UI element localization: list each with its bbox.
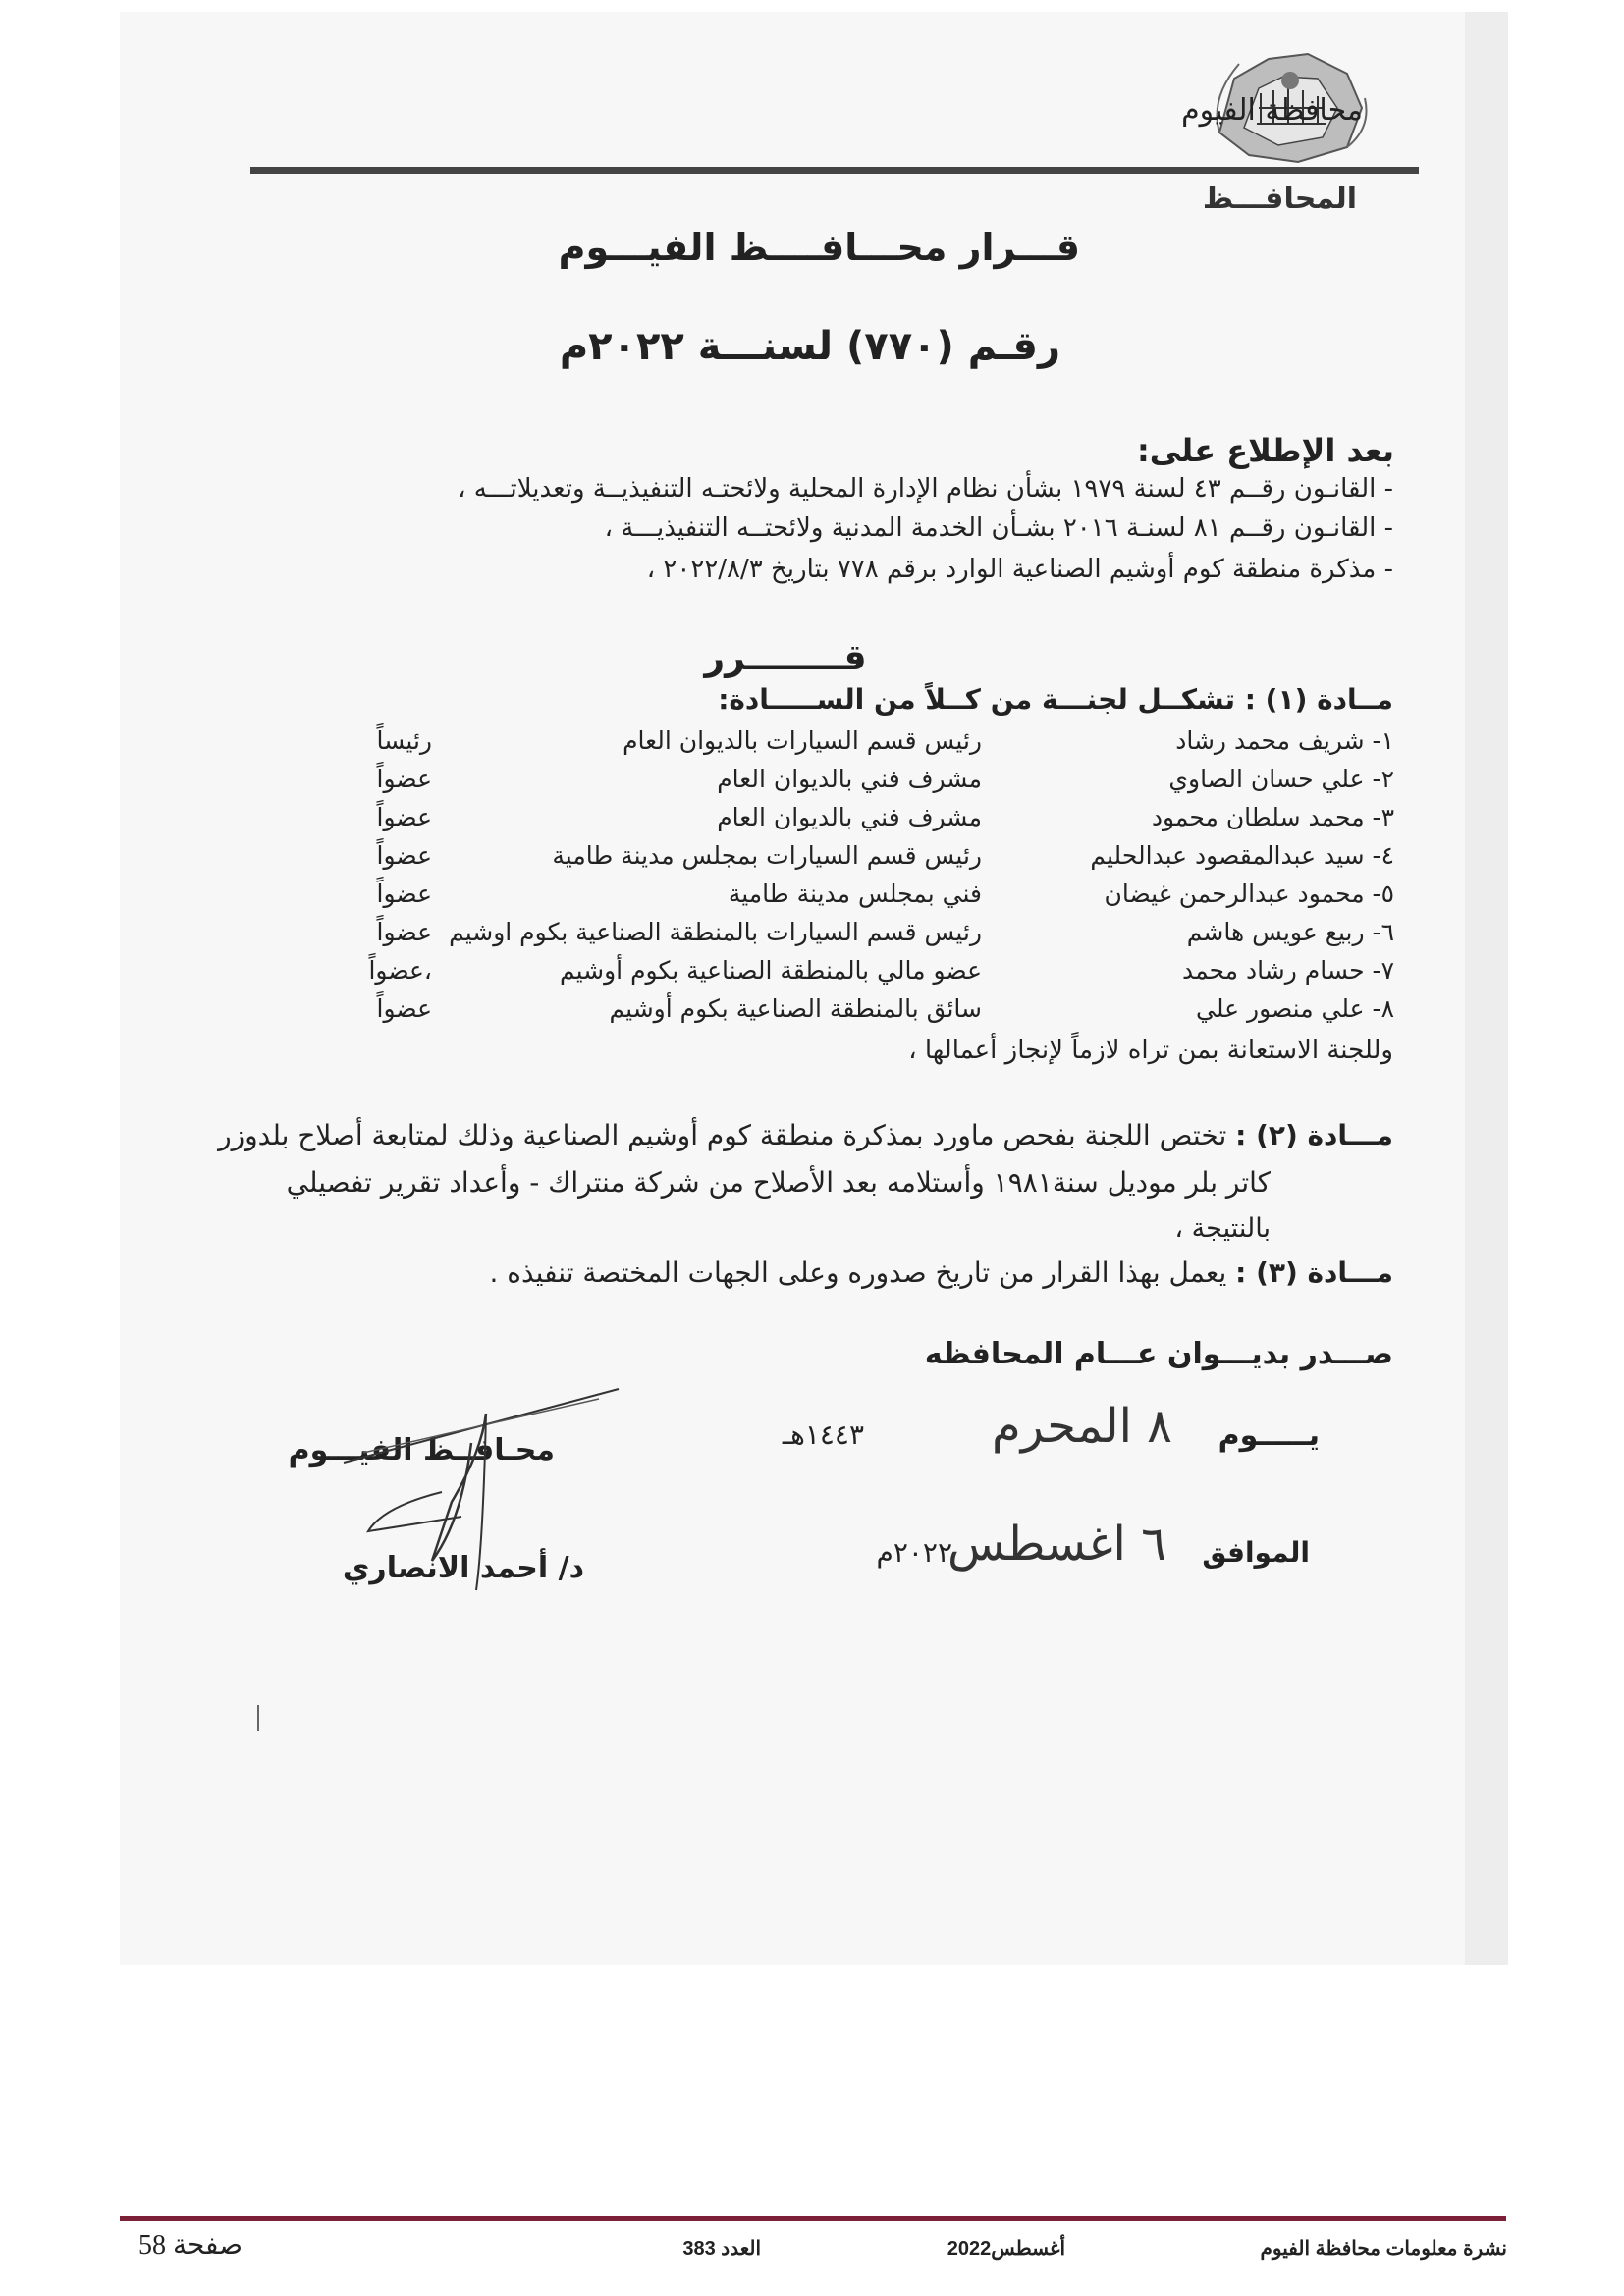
- committee-member-row: [285, 765, 1394, 802]
- member-role: عضواً: [376, 803, 432, 831]
- article-3-label: مـــادة (٣) :: [1235, 1256, 1393, 1289]
- letterhead-rule: [250, 167, 1419, 174]
- preamble-item: - مذكرة منطقة كوم أوشيم الصناعية الوارد برقم ٧٧٨ بتاريخ ٢٠٢٢/٨/٣ ،: [646, 555, 1393, 584]
- member-name: ١- شريف محمد رشاد: [1175, 726, 1394, 755]
- member-position: مشرف فني بالديوان العام: [717, 765, 982, 793]
- corresponding-label: الموافق: [1202, 1536, 1310, 1569]
- member-name: ٨- علي منصور علي: [1196, 994, 1394, 1023]
- decided-heading: قــــــــرر: [704, 638, 867, 678]
- article-2-line-2: كاتر بلر موديل سنة١٩٨١ وأستلامه بعد الأصلاح من شركة منتراك - وأعداد تقرير تفصيلي: [286, 1166, 1271, 1199]
- article-3: [313, 1256, 1393, 1289]
- gregorian-date-handwritten: ٦ اغسطس: [947, 1517, 1166, 1572]
- decree-title: قـــرار محـــافــــظ الفيـــوم: [558, 226, 1080, 269]
- footer-rule: [120, 2216, 1506, 2221]
- hijri-date-handwritten: ٨ المحرم: [992, 1399, 1172, 1454]
- preamble-item: - القانـون رقــم ٨١ لسنـة ٢٠١٦ بشـأن الخدمة المدنية ولائحتــه التنفيذيـــة ،: [604, 513, 1393, 543]
- member-name: ٧- حسام رشاد محمد: [1181, 956, 1394, 985]
- article-1-closing: وللجنة الاستعانة بمن تراه لازماً لإنجاز أعمالها ،: [908, 1036, 1393, 1065]
- member-position: مشرف فني بالديوان العام: [717, 803, 982, 831]
- scan-shadow-edge: [1465, 12, 1508, 1965]
- signature-icon: [288, 1345, 638, 1639]
- committee-member-row: [285, 726, 1394, 764]
- article-2-line-3: بالنتيجة ،: [1174, 1213, 1271, 1244]
- member-role: عضواً: [376, 918, 432, 946]
- committee-member-row: [285, 841, 1394, 879]
- preamble-heading: بعد الإطلاع على:: [1136, 432, 1394, 469]
- member-name: ٥- محمود عبدالرحمن غيضان: [1104, 880, 1394, 908]
- signatory-name: د/ أحمد الانصاري: [342, 1551, 584, 1585]
- hijri-year: ١٤٤٣هـ: [782, 1418, 864, 1451]
- member-name: ٣- محمد سلطان محمود: [1151, 803, 1394, 831]
- article-3-text: يعمل بهذا القرار من تاريخ صدوره وعلى الجهات المختصة تنفيذه .: [489, 1256, 1227, 1289]
- committee-member-row: [285, 994, 1394, 1032]
- signatory-title: محـافــظ الفيـــوم: [288, 1433, 555, 1468]
- governorate-name: محافظة الفيوم: [1181, 93, 1363, 128]
- member-role: عضواً: [376, 994, 432, 1023]
- article-1-heading: مــادة (١) : تشكــل لجنـــة من كــلاً من الســـــادة:: [718, 683, 1393, 716]
- footer-bulletin-title: نشرة معلومات محافظة الفيوم: [1260, 2238, 1507, 2260]
- member-position: رئيس قسم السيارات بمجلس مدينة طامية: [552, 841, 982, 870]
- committee-member-row: [285, 880, 1394, 917]
- member-role: رئيساً: [376, 726, 432, 755]
- member-position: رئيس قسم السيارات بالديوان العام: [623, 726, 982, 755]
- article-2-line-1: [218, 1119, 1393, 1151]
- member-role: عضواً: [376, 841, 432, 870]
- issued-at: صـــدر بديـــوان عـــام المحافظه: [924, 1337, 1393, 1371]
- day-label: يـــــوم: [1218, 1418, 1320, 1453]
- committee-member-row: [285, 803, 1394, 840]
- article-2-label: مـــادة (٢) :: [1235, 1119, 1393, 1151]
- member-name: ٢- علي حسان الصاوي: [1168, 765, 1394, 793]
- member-position: فني بمجلس مدينة طامية: [728, 880, 982, 908]
- member-role: عضواً: [376, 880, 432, 908]
- footer-page-number: صفحة 58: [137, 2230, 243, 2261]
- member-role: ،عضواً: [368, 956, 432, 985]
- footer-issue: العدد 383: [682, 2238, 761, 2260]
- preamble-item: - القانـون رقــم ٤٣ لسنة ١٩٧٩ بشأن نظام الإدارة المحلية ولائحتـه التنفيذيــة وتعديلاتـــه ،: [458, 474, 1393, 504]
- scan-mark: [257, 1705, 259, 1731]
- gregorian-year: ٢٠٢٢م: [876, 1536, 952, 1569]
- office-label: المحافـــظ: [1202, 182, 1357, 216]
- decree-number: رقـم (٧٧٠) لسنـــة ٢٠٢٢م: [559, 324, 1060, 369]
- member-position: عضو مالي بالمنطقة الصناعية بكوم أوشيم: [559, 956, 982, 985]
- member-name: ٦- ربيع عويس هاشم: [1186, 918, 1394, 946]
- article-2-text: تختص اللجنة بفحص ماورد بمذكرة منطقة كوم أوشيم الصناعية وذلك لمتابعة أصلاح بلدوزر: [218, 1119, 1227, 1151]
- footer-month: أغسطس2022: [947, 2238, 1065, 2260]
- member-position: رئيس قسم السيارات بالمنطقة الصناعية بكوم اوشيم: [449, 918, 982, 946]
- committee-member-row: [285, 918, 1394, 955]
- member-name: ٤- سيد عبدالمقصود عبدالحليم: [1090, 841, 1394, 870]
- member-role: عضواً: [376, 765, 432, 793]
- member-position: سائق بالمنطقة الصناعية بكوم أوشيم: [609, 994, 982, 1023]
- committee-member-row: [285, 956, 1394, 993]
